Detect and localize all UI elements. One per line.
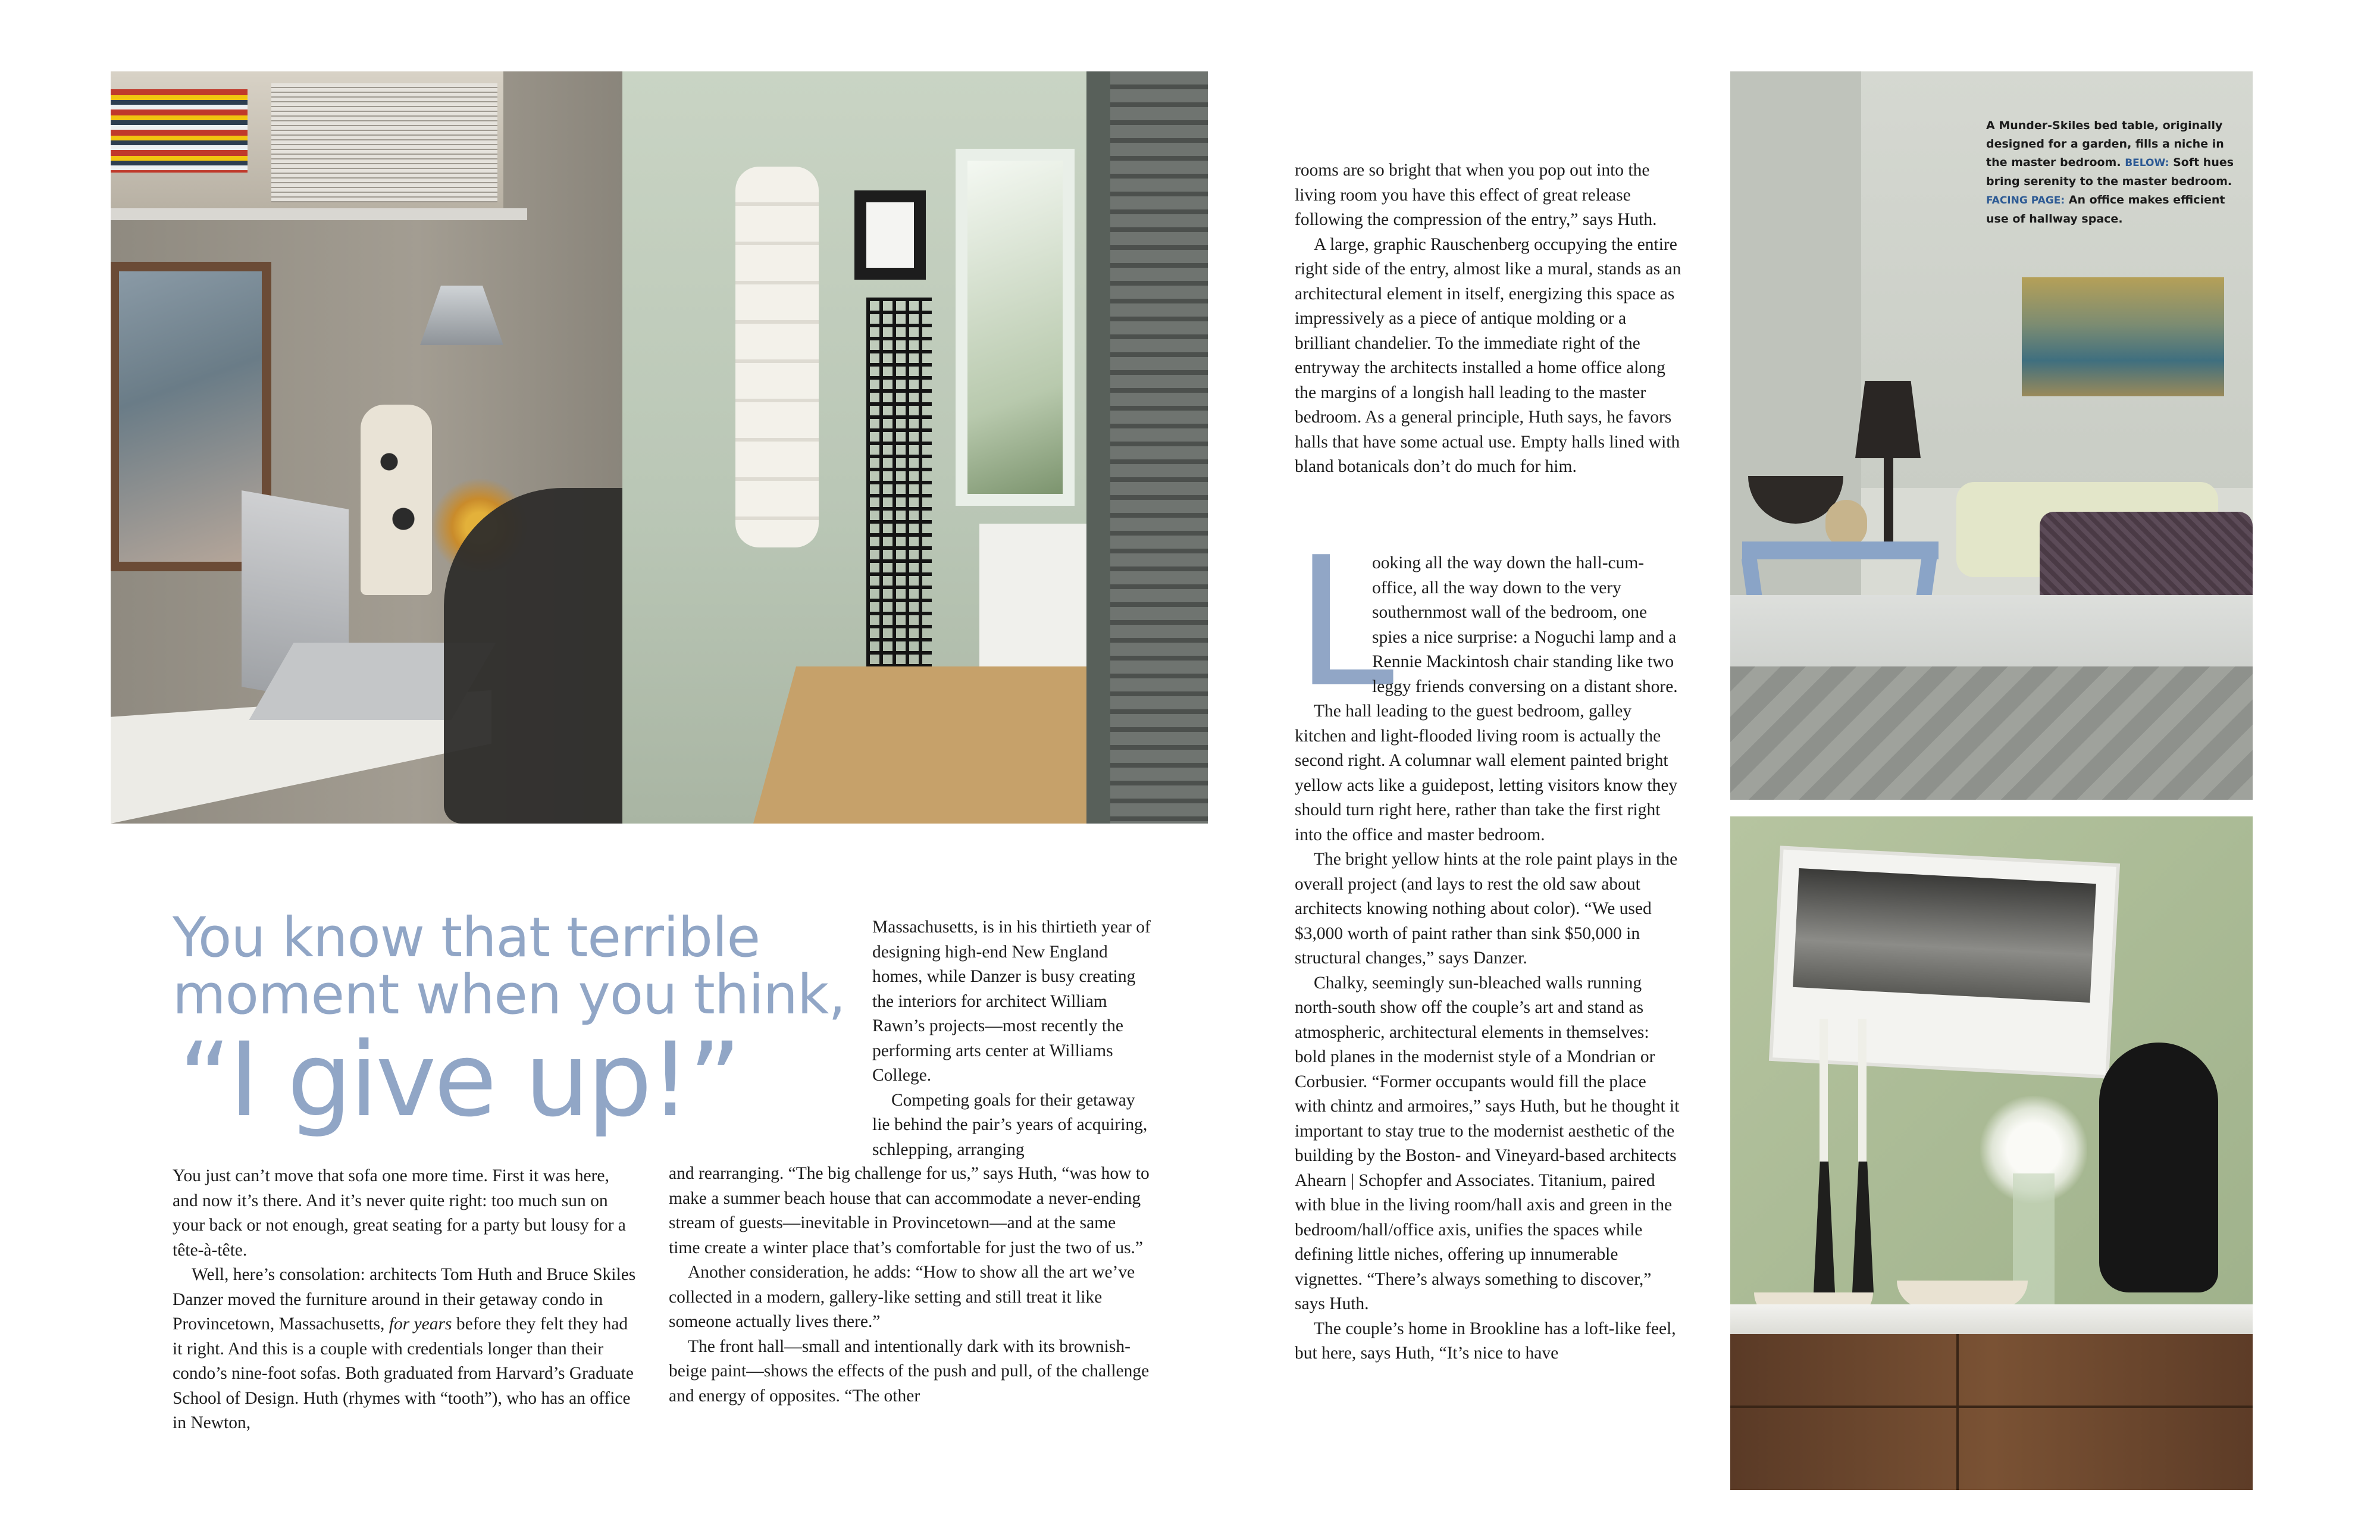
caption-below-label: BELOW: (2125, 157, 2169, 169)
paragraph: and rearranging. “The big challenge for us,” says Huth, “was how to make a summer beach house that can accommodate a never-ending stream of guests—inevitable in Provincetown—and at the same time create a winter place that’s comfortable for just the two of us.” (669, 1164, 1150, 1257)
paragraph: You just can’t move that sofa one more time. First it was here, and now it’s there. And it’s never quite right: too much sun on your back or not enough, great seating for a party but lousy for a tête-à-tête. (173, 1166, 626, 1260)
article-column-2-bottom (669, 1162, 1151, 1408)
office-hallway-photo (111, 71, 1208, 824)
paragraph: The bright yellow hints at the role paint plays in the overall project (and lays to rest the old saw about architects knowing nothing about color). “We used $3,000 worth of paint rather than sink $50,000 in structural changes,” says Danzer. (1295, 850, 1678, 968)
article-column-3 (1295, 519, 1681, 1366)
headline-line-1: You know that terrible (173, 906, 760, 969)
paragraph: L ooking all the way down the hall-cum-office, all the way down to the very southernmost wall of the bedroom, one spies a nice surprise: a Noguchi lamp and a Rennie Mackintosh chair standing like two leggy friends conversing on a distant shore. (1295, 519, 1678, 727)
headline-line-2: moment when you think, (173, 963, 845, 1026)
caption-below-text: Soft hues bring serenity to the master bedroom. (1986, 156, 2234, 188)
headline-line-3: “I give up!” (178, 1020, 740, 1140)
paragraph: Another consideration, he adds: “How to show all the art we’ve collected in a modern, gallery-like setting and still treat it like someone actually lives there.” (669, 1263, 1135, 1331)
paragraph: Chalky, seemingly sun-bleached walls running north-south show off the couple’s art and stand as atmospheric, architectural elements in themselves: bold planes in the modernist style of a Mondrian or Corbusier. “Former occupants would fill the place with chintz and armoires,” says Huth, but he thought it important to stay true to the modernist aesthetic of the building by the Boston- and Vineyard-based architects Ahearn | Schopfer and Associates. Titanium, paired with blue in the living room/hall axis and green in the bedroom/hall/office axis, unifies the spaces while defining little niches, offering up innumerable vignettes. “There’s always something to discover,” says Huth. (1295, 973, 1680, 1313)
caption-lead: A Munder-Skiles bed table, originally designed for a garden, fills a niche in the master bedroom. (1986, 119, 2224, 169)
paragraph: The couple’s home in Brookline has a loft-like feel, but here, says Huth, “It’s nice to have (1295, 1319, 1676, 1363)
paragraph: A large, graphic Rauschenberg occupying the entire right side of the entry, almost like a mural, stands as an architectural element in itself, energizing this space as impressively as a piece of antique molding or a brilliant chandelier. To the immediate right of the entryway the architects installed a home office along the margins of a longish hall leading to the master bedroom. As a general principle, Huth says, he favors halls that have some actual use. Empty halls lined with bland botanicals don’t do much for him. (1295, 234, 1681, 476)
paragraph: Competing goals for their getaway lie behind the pair’s years of acquiring, schlepping, arranging (872, 1090, 1148, 1159)
article-column-2-top (872, 915, 1152, 1162)
article-column-1 (173, 1164, 637, 1436)
caption-facing-label: FACING PAGE: (1986, 195, 2065, 206)
article-column-3-top (1295, 158, 1681, 480)
paragraph: Massachusetts, is in his thirtieth year of designing high-end New England homes, while Danzer is busy creating the interiors for architect William Rawn’s projects—most recently the performing arts center at Williams College. (872, 918, 1151, 1085)
photo-caption (1986, 117, 2242, 229)
paragraph: The front hall—small and intentionally dark with its brownish-beige paint—shows the effects of the push and pull, of the challenge and energy of opposites. “The other (669, 1336, 1150, 1406)
headline (173, 906, 863, 1140)
emphasis: for years (389, 1314, 452, 1334)
paragraph: rooms are so bright that when you pop out into the living room you have this effect of great release following the compression of the entry,” says Huth. (1295, 161, 1657, 229)
paragraph: Well, here’s consolation: architects Tom Huth and Bruce Skiles Danzer moved the furniture around in their getaway condo in Provincetown, Massachusetts, for years before they felt they had it right. And this is a couple with credentials longer than their condo’s nine-foot sofas. Both graduated from Harvard’s Graduate School of Design. Huth (rhymes with “tooth”), who has an office in Newton, (173, 1265, 636, 1432)
paragraph: The hall leading to the guest bedroom, galley kitchen and light-flooded living room is actually the second right. A columnar wall element painted bright yellow acts like a guidepost, letting visitors know they should turn right here, rather than take the first right into the office and master bedroom. (1295, 702, 1678, 844)
dresser-photo (1730, 816, 2253, 1490)
caption-facing-text: An office makes efficient use of hallway space. (1986, 193, 2225, 226)
bedroom-photo (1730, 71, 2253, 800)
drop-cap: L (1295, 519, 1395, 727)
